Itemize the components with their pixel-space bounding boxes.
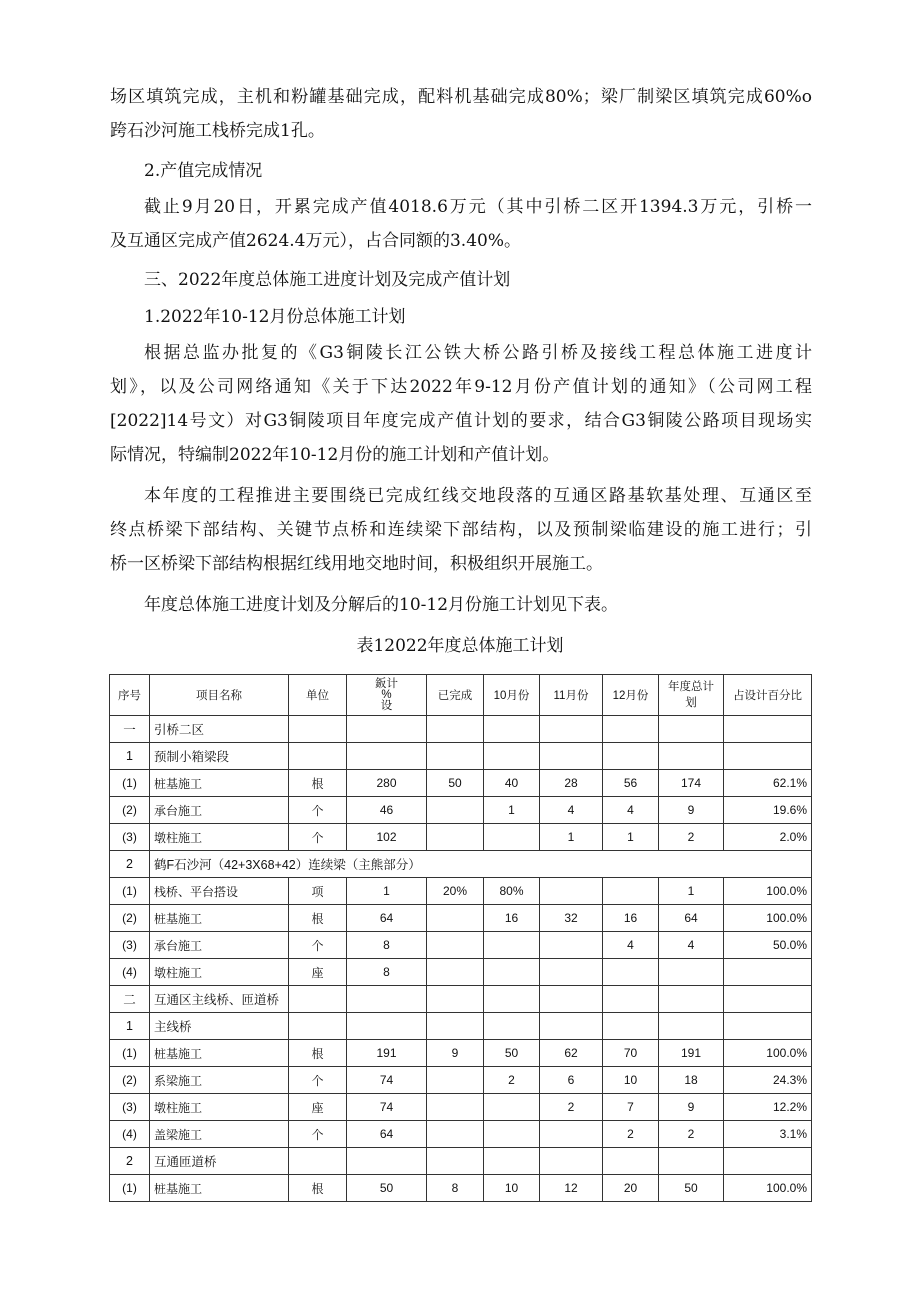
cell-seq: (1)	[110, 1040, 150, 1067]
cell-done	[427, 959, 484, 986]
cell-design: 280	[347, 770, 427, 797]
cell-nov: 32	[540, 905, 603, 932]
table-row	[110, 959, 812, 986]
cell-oct	[484, 743, 540, 770]
header-name: 项目名称	[150, 675, 289, 716]
table-row	[110, 1094, 812, 1121]
cell-annual: 18	[659, 1067, 724, 1094]
cell-dec	[603, 1148, 659, 1175]
cell-nov	[540, 743, 603, 770]
cell-seq: 1	[110, 743, 150, 770]
cell-oct: 50	[484, 1040, 540, 1067]
cell-oct: 2	[484, 1067, 540, 1094]
cell-oct: 40	[484, 770, 540, 797]
cell-dec: 7	[603, 1094, 659, 1121]
cell-name: 主线桥	[150, 1013, 289, 1040]
cell-percent: 50.0%	[724, 932, 812, 959]
cell-design: 102	[347, 824, 427, 851]
cell-design: 8	[347, 932, 427, 959]
text-line: 划》，以及公司网络通知《关于下达2022年9-12月份产值计划的通知》（公司网工程	[110, 377, 812, 397]
cell-annual: 64	[659, 905, 724, 932]
cell-seq: (4)	[110, 1121, 150, 1148]
cell-done	[427, 1121, 484, 1148]
text-line: 桥一区桥梁下部结构根据红线用地交地时间，积极组织开展施工。	[110, 554, 603, 574]
cell-unit	[289, 986, 347, 1013]
header-seq: 序号	[110, 675, 150, 716]
cell-name: 互通区主线桥、匝道桥	[150, 986, 289, 1013]
cell-design	[347, 1013, 427, 1040]
cell-percent: 100.0%	[724, 1040, 812, 1067]
cell-dec	[603, 743, 659, 770]
text-line: 根据总监办批复的《G3铜陵长江公铁大桥公路引桥及接线工程总体施工进度计	[144, 343, 812, 363]
cell-annual	[659, 743, 724, 770]
cell-design: 46	[347, 797, 427, 824]
cell-done	[427, 1013, 484, 1040]
cell-percent: 24.3%	[724, 1067, 812, 1094]
cell-unit: 个	[289, 824, 347, 851]
cell-oct	[484, 986, 540, 1013]
cell-dec	[603, 716, 659, 743]
cell-design: 74	[347, 1067, 427, 1094]
cell-name: 引桥二区	[150, 716, 289, 743]
cell-design	[347, 716, 427, 743]
cell-dec: 20	[603, 1175, 659, 1202]
cell-annual	[659, 986, 724, 1013]
cell-oct	[484, 1094, 540, 1121]
cell-percent: 3.1%	[724, 1121, 812, 1148]
table-row	[110, 1175, 812, 1202]
cell-dec	[603, 986, 659, 1013]
paragraph-annual-focus	[110, 479, 812, 581]
cell-annual: 50	[659, 1175, 724, 1202]
header-percent: 占设计百分比	[724, 675, 812, 716]
cell-dec: 10	[603, 1067, 659, 1094]
table-row	[110, 743, 812, 770]
cell-unit: 座	[289, 1094, 347, 1121]
cell-percent: 100.0%	[724, 878, 812, 905]
cell-nov	[540, 1148, 603, 1175]
cell-annual	[659, 716, 724, 743]
cell-seq: 2	[110, 1148, 150, 1175]
table-row	[110, 905, 812, 932]
cell-nov: 1	[540, 824, 603, 851]
text-line: 际情况，特编制2022年10-12月份的施工计划和产值计划。	[110, 445, 560, 465]
cell-oct	[484, 1148, 540, 1175]
cell-dec: 70	[603, 1040, 659, 1067]
cell-done: 8	[427, 1175, 484, 1202]
cell-name: 墩柱施工	[150, 824, 289, 851]
cell-name: 鹤F石沙河（42+3X68+42）连续梁（主熊部分）	[150, 851, 812, 878]
cell-nov: 12	[540, 1175, 603, 1202]
cell-percent	[724, 743, 812, 770]
table-body	[110, 716, 812, 1202]
cell-annual: 1	[659, 878, 724, 905]
header-design: 鈑计 % 设	[347, 675, 427, 716]
cell-unit: 根	[289, 1175, 347, 1202]
cell-annual	[659, 959, 724, 986]
header-nov: 11月份	[540, 675, 603, 716]
cell-dec: 1	[603, 824, 659, 851]
cell-done	[427, 797, 484, 824]
heading-plan: 1.2022年10-12月份总体施工计划	[144, 307, 406, 327]
cell-name: 桩基施工	[150, 770, 289, 797]
cell-unit	[289, 1148, 347, 1175]
cell-design: 191	[347, 1040, 427, 1067]
cell-dec	[603, 878, 659, 905]
cell-annual: 174	[659, 770, 724, 797]
table-row	[110, 1013, 812, 1040]
cell-seq: (2)	[110, 1067, 150, 1094]
cell-design: 74	[347, 1094, 427, 1121]
cell-name: 系梁施工	[150, 1067, 289, 1094]
cell-dec: 4	[603, 932, 659, 959]
cell-percent	[724, 1013, 812, 1040]
cell-oct	[484, 1121, 540, 1148]
cell-oct	[484, 716, 540, 743]
heading-output-status: 2.产值完成情况	[144, 161, 263, 181]
cell-percent: 2.0%	[724, 824, 812, 851]
header-oct: 10月份	[484, 675, 540, 716]
cell-name: 墩柱施工	[150, 1094, 289, 1121]
table-row	[110, 932, 812, 959]
cell-done: 50	[427, 770, 484, 797]
cell-unit: 根	[289, 770, 347, 797]
cell-name: 桩基施工	[150, 1040, 289, 1067]
cell-unit: 个	[289, 1067, 347, 1094]
paragraph-table-intro: 年度总体施工进度计划及分解后的10-12月份施工计划见下表。	[144, 595, 619, 615]
cell-oct: 10	[484, 1175, 540, 1202]
cell-unit: 个	[289, 932, 347, 959]
table-caption: 表12022年度总体施工计划	[356, 636, 564, 656]
cell-design: 50	[347, 1175, 427, 1202]
cell-dec: 16	[603, 905, 659, 932]
cell-nov: 2	[540, 1094, 603, 1121]
text-line: 及互通区完成产值2624.4万元），占合同额的3.40%。	[110, 231, 521, 251]
cell-nov	[540, 959, 603, 986]
cell-seq: 一	[110, 716, 150, 743]
cell-nov	[540, 986, 603, 1013]
construction-plan-table	[109, 674, 812, 1202]
paragraph-basis	[110, 336, 812, 472]
cell-done	[427, 716, 484, 743]
cell-seq: (1)	[110, 1175, 150, 1202]
cell-oct: 16	[484, 905, 540, 932]
paragraph-output-value	[110, 190, 812, 258]
text-line: 跨石沙河施工栈桥完成1孔。	[110, 121, 325, 141]
cell-nov	[540, 932, 603, 959]
cell-nov: 4	[540, 797, 603, 824]
cell-done	[427, 824, 484, 851]
cell-nov	[540, 878, 603, 905]
cell-nov	[540, 716, 603, 743]
text-line: 终点桥梁下部结构、关键节点桥和连续梁下部结构，以及预制梁临建设的施工进行；引	[110, 520, 812, 540]
cell-percent	[724, 1148, 812, 1175]
table-row	[110, 986, 812, 1013]
cell-unit: 座	[289, 959, 347, 986]
text-line: 本年度的工程推进主要围绕已完成红线交地段落的互通区路基软基处理、互通区至	[144, 486, 812, 506]
cell-name: 栈桥、平台搭设	[150, 878, 289, 905]
cell-annual: 191	[659, 1040, 724, 1067]
table-row	[110, 824, 812, 851]
cell-oct	[484, 824, 540, 851]
cell-done: 20%	[427, 878, 484, 905]
header-dec: 12月份	[603, 675, 659, 716]
cell-name: 承台施工	[150, 932, 289, 959]
cell-dec: 2	[603, 1121, 659, 1148]
cell-name: 墩柱施工	[150, 959, 289, 986]
heading-section-3: 三、2022年度总体施工进度计划及完成产值计划	[144, 270, 511, 290]
cell-nov	[540, 1121, 603, 1148]
text-line: 场区填筑完成，主机和粉罐基础完成，配料机基础完成80%；梁厂制梁区填筑完成60%o	[110, 87, 812, 107]
cell-done	[427, 986, 484, 1013]
cell-unit	[289, 1013, 347, 1040]
table-row	[110, 1067, 812, 1094]
header-done: 已完成	[427, 675, 484, 716]
cell-design	[347, 1148, 427, 1175]
cell-oct	[484, 1013, 540, 1040]
cell-seq: (3)	[110, 932, 150, 959]
cell-done	[427, 905, 484, 932]
text-line: 截止9月20日，开累完成产值4018.6万元（其中引桥二区开1394.3万元，引桥一	[144, 197, 812, 217]
cell-percent: 12.2%	[724, 1094, 812, 1121]
cell-design: 8	[347, 959, 427, 986]
cell-seq: (3)	[110, 1094, 150, 1121]
table-row	[110, 1148, 812, 1175]
cell-seq: 二	[110, 986, 150, 1013]
table-row	[110, 797, 812, 824]
paragraph-plant-progress	[110, 80, 812, 148]
cell-annual: 2	[659, 1121, 724, 1148]
cell-dec	[603, 959, 659, 986]
cell-annual: 9	[659, 797, 724, 824]
cell-done	[427, 1067, 484, 1094]
cell-percent	[724, 959, 812, 986]
cell-dec	[603, 1013, 659, 1040]
cell-seq: 2	[110, 851, 150, 878]
text-line: [2022]14号文）对G3铜陵项目年度完成产值计划的要求，结合G3铜陵公路项目现场实	[110, 411, 812, 431]
cell-oct	[484, 932, 540, 959]
cell-nov: 6	[540, 1067, 603, 1094]
cell-done	[427, 1148, 484, 1175]
cell-design: 64	[347, 1121, 427, 1148]
cell-unit: 根	[289, 1040, 347, 1067]
cell-nov	[540, 1013, 603, 1040]
cell-percent	[724, 716, 812, 743]
cell-design: 64	[347, 905, 427, 932]
cell-seq: (2)	[110, 905, 150, 932]
cell-done	[427, 1094, 484, 1121]
header-unit: 单位	[289, 675, 347, 716]
cell-percent: 100.0%	[724, 905, 812, 932]
cell-done	[427, 932, 484, 959]
cell-annual: 2	[659, 824, 724, 851]
cell-done: 9	[427, 1040, 484, 1067]
cell-percent: 19.6%	[724, 797, 812, 824]
cell-dec: 4	[603, 797, 659, 824]
cell-seq: (1)	[110, 770, 150, 797]
cell-percent	[724, 986, 812, 1013]
table-header-row	[110, 675, 812, 716]
table-row	[110, 770, 812, 797]
cell-name: 盖梁施工	[150, 1121, 289, 1148]
cell-design: 1	[347, 878, 427, 905]
cell-seq: (1)	[110, 878, 150, 905]
table-row	[110, 1040, 812, 1067]
cell-name: 承台施工	[150, 797, 289, 824]
table-row	[110, 716, 812, 743]
cell-unit: 根	[289, 905, 347, 932]
cell-nov: 28	[540, 770, 603, 797]
cell-unit	[289, 716, 347, 743]
cell-nov: 62	[540, 1040, 603, 1067]
table-row	[110, 851, 812, 878]
cell-name: 桩基施工	[150, 905, 289, 932]
cell-oct: 80%	[484, 878, 540, 905]
cell-percent: 62.1%	[724, 770, 812, 797]
cell-unit	[289, 743, 347, 770]
cell-seq: (4)	[110, 959, 150, 986]
cell-design	[347, 743, 427, 770]
cell-dec: 56	[603, 770, 659, 797]
cell-seq: 1	[110, 1013, 150, 1040]
cell-oct: 1	[484, 797, 540, 824]
cell-annual	[659, 1013, 724, 1040]
cell-seq: (3)	[110, 824, 150, 851]
table-row	[110, 1121, 812, 1148]
cell-percent: 100.0%	[724, 1175, 812, 1202]
header-annual: 年度总计 划	[659, 675, 724, 716]
cell-annual	[659, 1148, 724, 1175]
cell-name: 预制小箱梁段	[150, 743, 289, 770]
cell-unit: 项	[289, 878, 347, 905]
cell-unit: 个	[289, 1121, 347, 1148]
cell-oct	[484, 959, 540, 986]
cell-done	[427, 743, 484, 770]
cell-name: 互通匝道桥	[150, 1148, 289, 1175]
cell-annual: 4	[659, 932, 724, 959]
cell-name: 桩基施工	[150, 1175, 289, 1202]
cell-unit: 个	[289, 797, 347, 824]
table-row	[110, 878, 812, 905]
cell-annual: 9	[659, 1094, 724, 1121]
cell-seq: (2)	[110, 797, 150, 824]
cell-design	[347, 986, 427, 1013]
